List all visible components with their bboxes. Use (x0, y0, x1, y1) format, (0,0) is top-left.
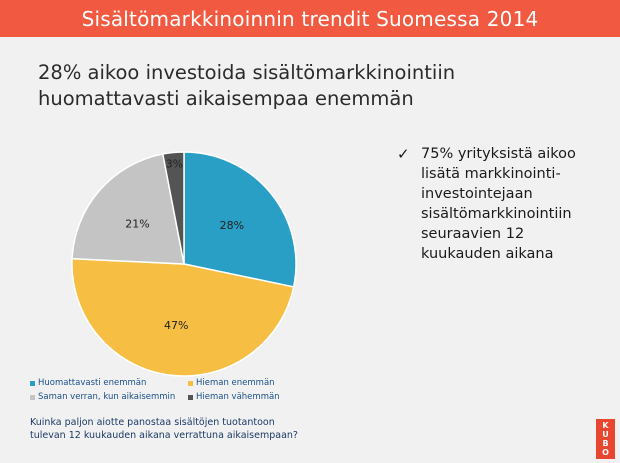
legend-swatch (30, 395, 35, 400)
key-finding-text (421, 144, 576, 264)
legend-item (188, 378, 275, 388)
key-finding-line: 75% yrityksistä aikoo (421, 146, 576, 162)
pie-slice-label: 47% (163, 319, 189, 333)
legend-item (30, 378, 188, 388)
pie-slice-label: 3% (165, 157, 184, 171)
chart-legend (30, 376, 330, 404)
survey-question-line-2: tulevan 12 kuukauden aikana verrattuna aikaisempaan? (30, 430, 298, 441)
legend-item (188, 392, 280, 402)
legend-label: Hieman vähemmän (196, 392, 280, 402)
check-icon: ✓ (397, 145, 410, 163)
subtitle-line-2: huomattavasti aikaisempaa enemmän (38, 87, 414, 110)
key-finding-line: sisältömarkkinointiin (421, 206, 572, 222)
survey-question (30, 416, 450, 442)
page-title: Sisältömarkkinoinnin trendit Suomessa 2014 (81, 6, 539, 31)
legend-label: Saman verran, kun aikaisemmin (38, 392, 176, 402)
key-finding-line: seuraavien 12 (421, 226, 525, 242)
key-finding-line: investointejaan (421, 186, 533, 202)
legend-swatch (188, 395, 193, 400)
pie-slice-label: 21% (125, 217, 150, 231)
logo-letter: K (602, 421, 609, 430)
legend-label: Hieman enemmän (196, 378, 275, 388)
subtitle-line-1: 28% aikoo investoida sisältömarkkinointiin (38, 61, 456, 84)
key-finding-line: lisätä markkinointi- (421, 166, 561, 182)
key-finding-line: kuukauden aikana (421, 246, 554, 262)
logo-letter: O (602, 448, 609, 457)
pie-slice-label: 28% (219, 219, 245, 233)
key-finding (397, 144, 612, 264)
logo-letter: U (602, 430, 609, 439)
survey-question-line-1: Kuinka paljon aiotte panostaa sisältöjen tuotantoon (30, 417, 275, 428)
legend-item (30, 392, 188, 402)
legend-label: Huomattavasti enemmän (38, 378, 147, 388)
kubo-logo (596, 419, 615, 459)
legend-swatch (30, 381, 35, 386)
logo-letter: B (602, 439, 609, 448)
legend-swatch (188, 381, 193, 386)
